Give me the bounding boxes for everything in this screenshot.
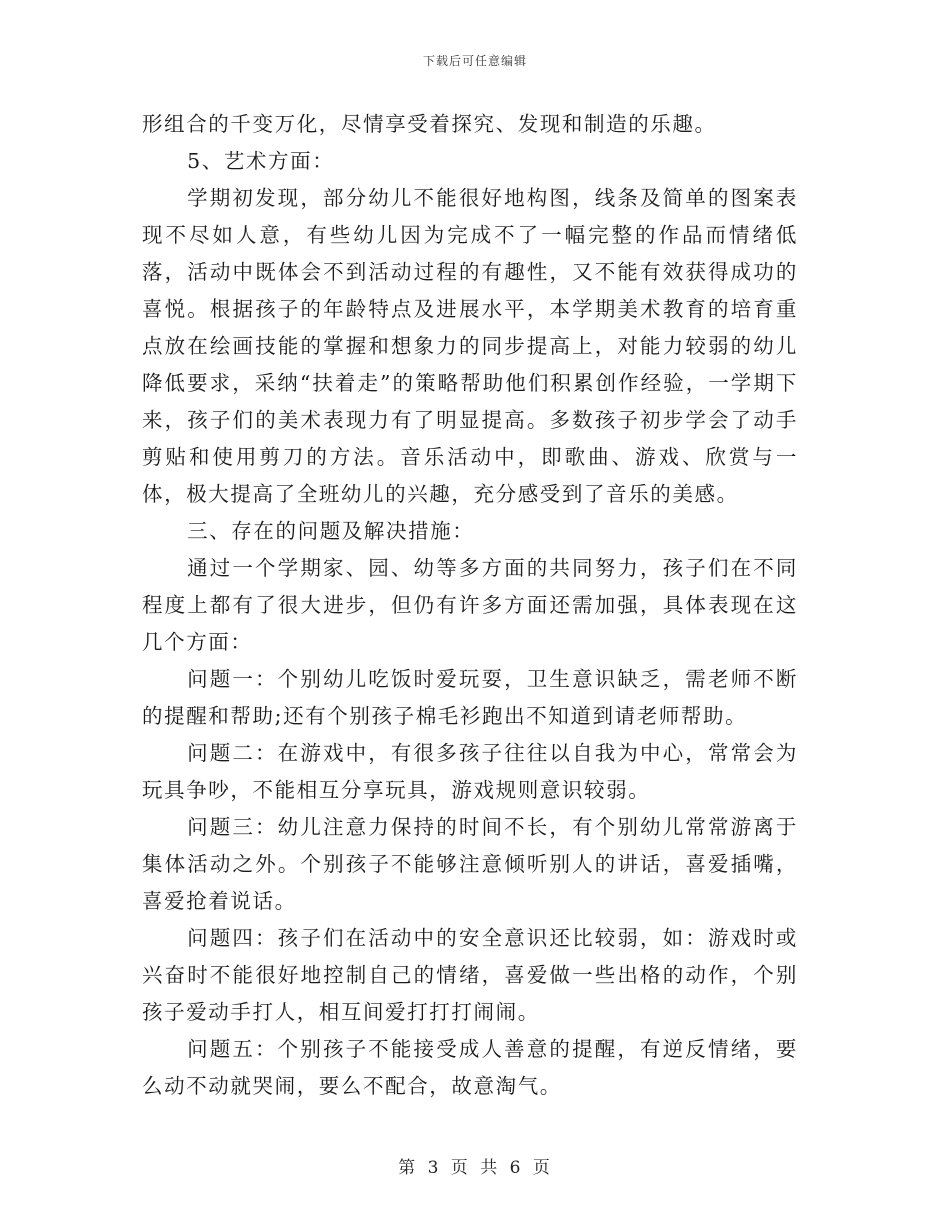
paragraph-art: 学期初发现，部分幼儿不能很好地构图，线条及简单的图案表现不尽如人意，有些幼儿因为完成不了一幅完整的作品而情绪低落，活动中既体会不到活动过程的有趣性，又不能有效获得成功的喜悦。根据孩子的年龄特点及进展水平，本学期美术教育的培育重点放在绘画技能的掌握和想象力的同步提高上，对能力较弱的幼儿降低要求，采纳“扶着走”的策略帮助他们积累创作经验，一学期下来，孩子们的美术表现力有了明显提高。多数孩子初步学会了动手剪贴和使用剪刀的方法。音乐活动中，即歌曲、游戏、欣赏与一体，极大提高了全班幼儿的兴趣，充分感受到了音乐的美感。 bbox=[142, 186, 798, 506]
page-number: 第 3 页 共 6 页 bbox=[398, 1158, 552, 1178]
paragraph-intro: 通过一个学期家、园、幼等多方面的共同努力，孩子们在不同程度上都有了很大进步，但仍有许多方面还需加强，具体表现在这几个方面： bbox=[142, 556, 798, 654]
paragraph-problem-4: 问题四：孩子们在活动中的安全意识还比较弱，如：游戏时或兴奋时不能很好地控制自己的情绪，喜爱做一些出格的动作，个别孩子爱动手打人，相互间爱打打打闹闹。 bbox=[142, 926, 798, 1024]
paragraph-problem-3: 问题三：幼儿注意力保持的时间不长，有个别幼儿常常游离于集体活动之外。个别孩子不能够注意倾听别人的讲话，喜爱插嘴，喜爱抢着说话。 bbox=[142, 815, 798, 913]
heading-problems: 三、存在的问题及解决措施： bbox=[187, 519, 475, 543]
heading-art: 5、艺术方面： bbox=[187, 149, 335, 173]
document-body bbox=[142, 106, 798, 1105]
paragraph-problem-5: 问题五：个别孩子不能接受成人善意的提醒，有逆反情绪，要么动不动就哭闹，要么不配合，故意淘气。 bbox=[142, 1037, 798, 1098]
paragraph-problem-2: 问题二：在游戏中，有很多孩子往往以自我为中心，常常会为玩具争吵，不能相互分享玩具，游戏规则意识较弱。 bbox=[142, 741, 798, 802]
paragraph-problem-1: 问题一：个别幼儿吃饭时爱玩耍，卫生意识缺乏，需老师不断的提醒和帮助;还有个别孩子棉毛衫跑出不知道到请老师帮助。 bbox=[142, 667, 798, 728]
header-note: 下载后可任意编辑 bbox=[422, 54, 527, 68]
paragraph-1: 形组合的千变万化，尽情享受着探究、发现和制造的乐趣。 bbox=[142, 112, 717, 136]
